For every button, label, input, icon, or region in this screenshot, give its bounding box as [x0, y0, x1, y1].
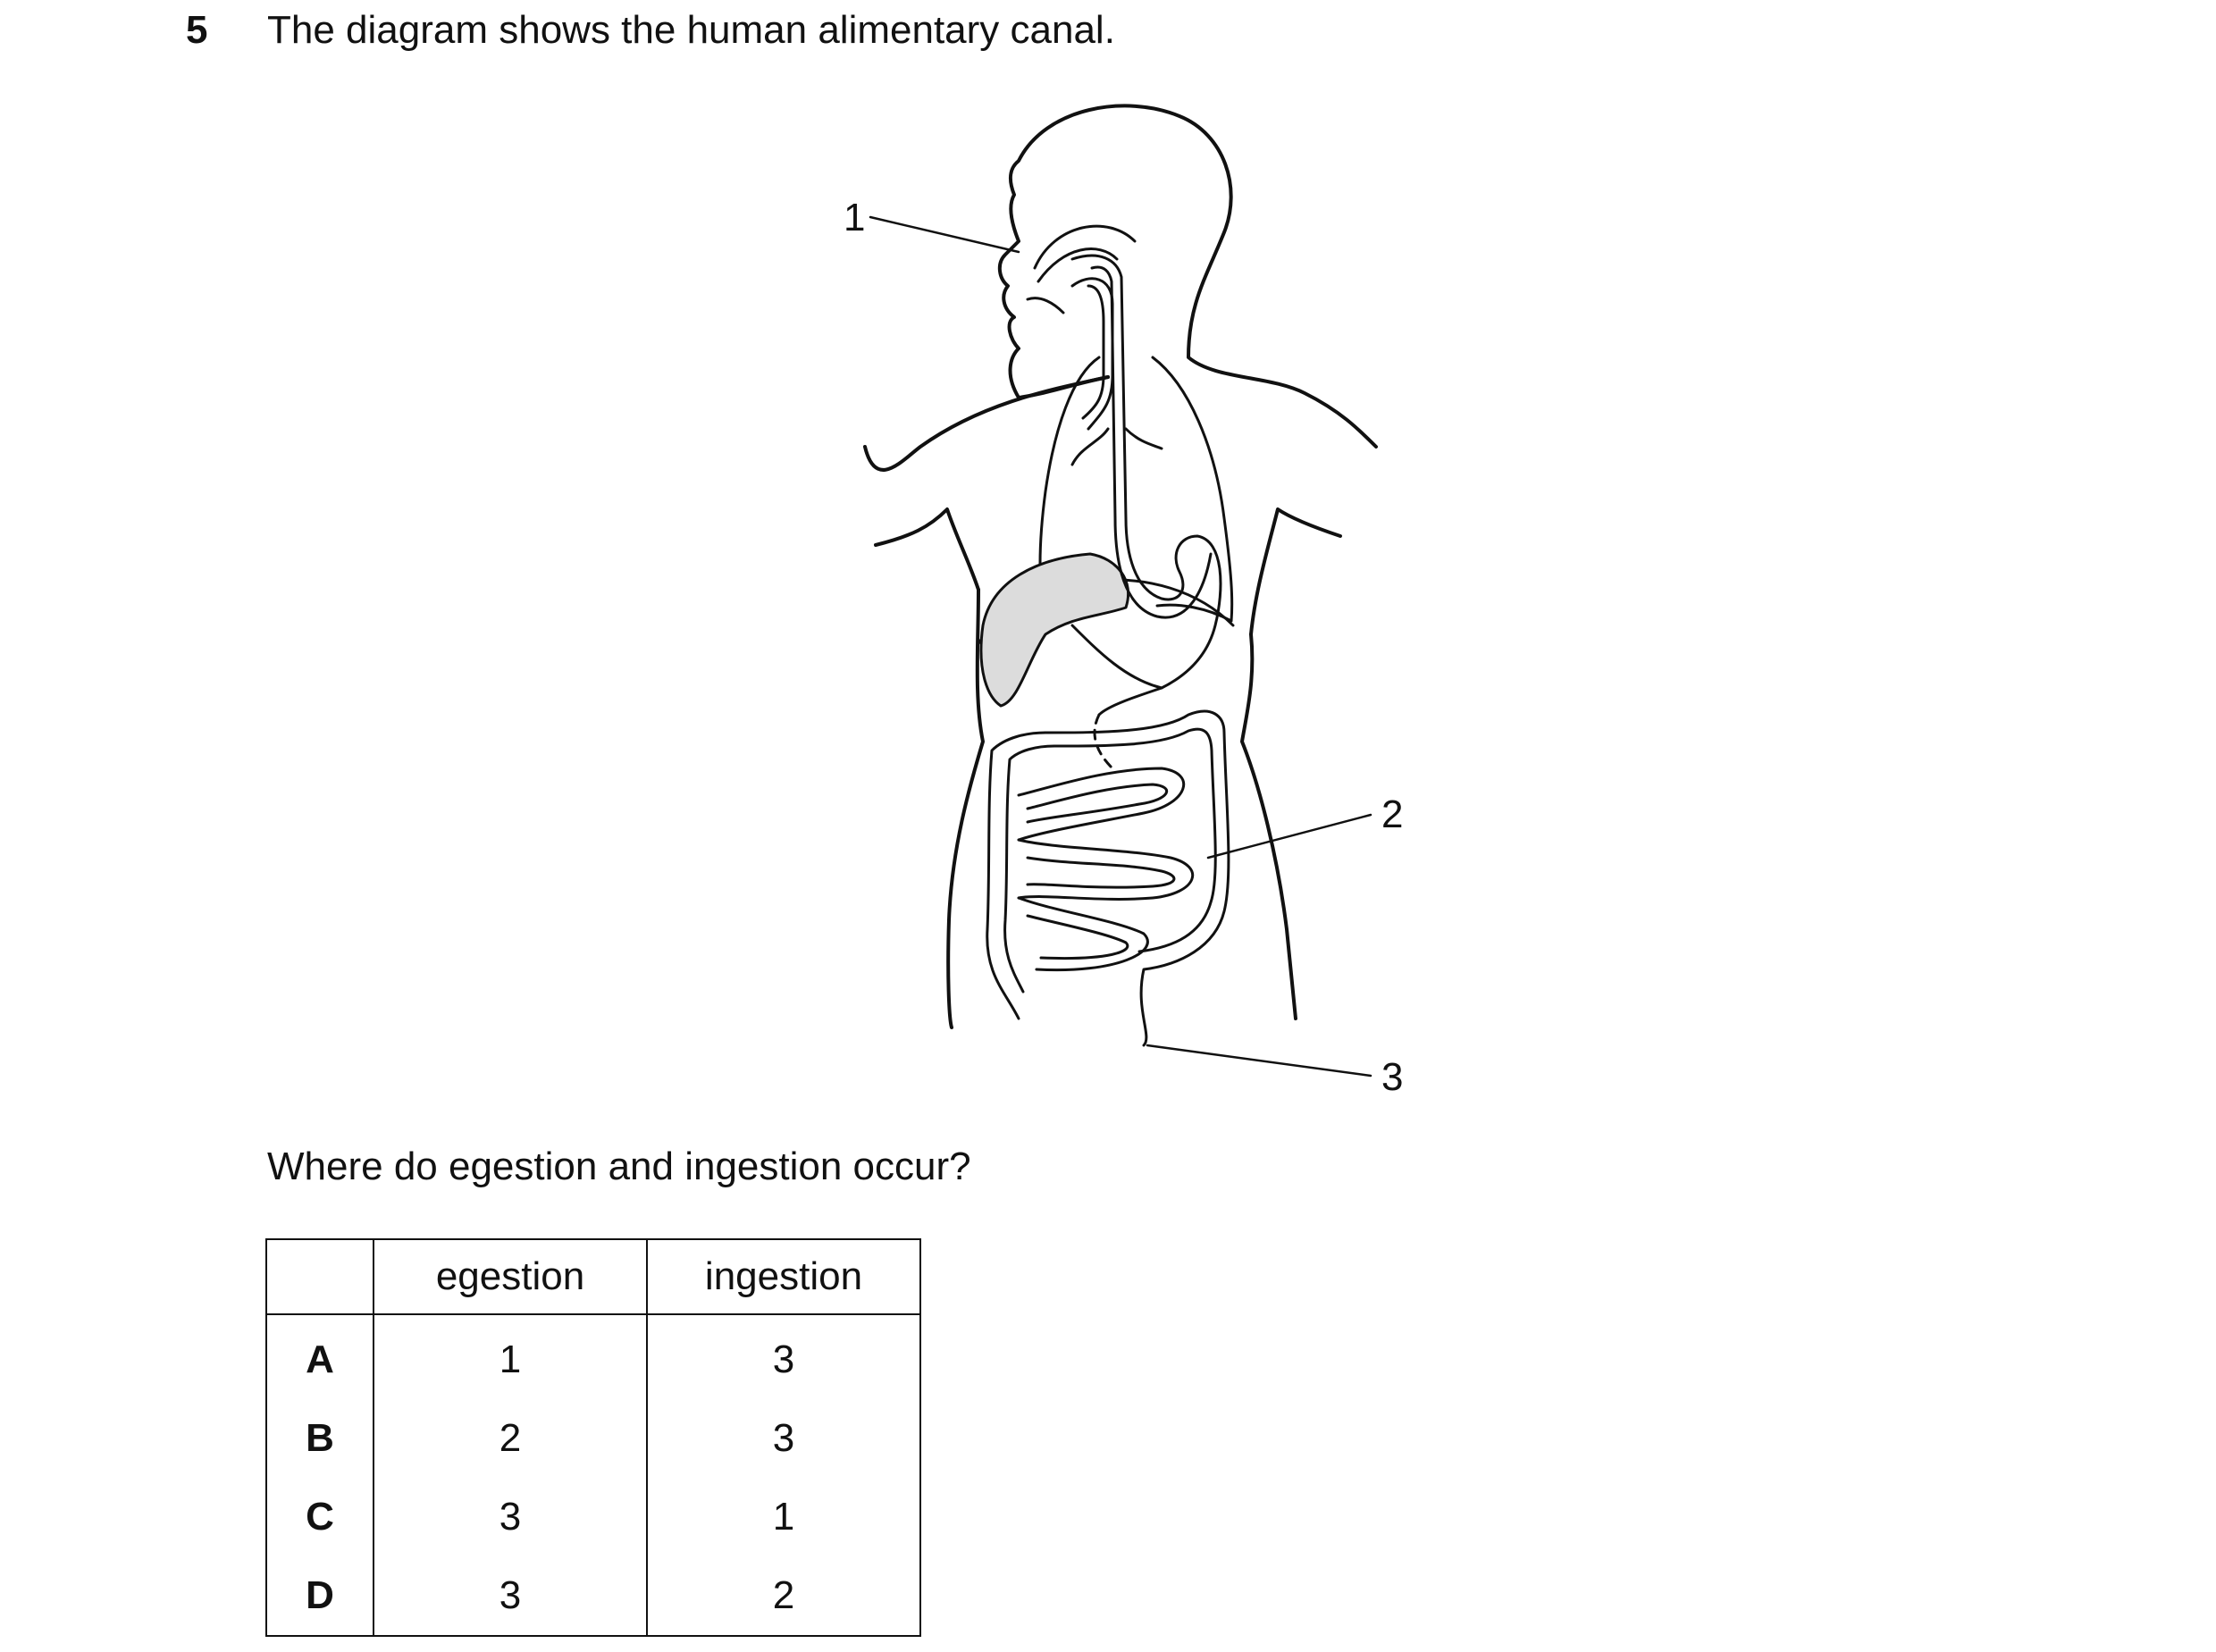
- option-letter: D: [266, 1556, 374, 1636]
- option-letter: A: [266, 1314, 374, 1399]
- diagram-label-2: 2: [1381, 792, 1404, 836]
- table-header-egestion: egestion: [374, 1239, 647, 1314]
- diagram-label-1: 1: [844, 196, 866, 239]
- egestion-cell: 2: [374, 1399, 647, 1478]
- table-row[interactable]: [266, 1399, 920, 1478]
- answer-options-table: [265, 1238, 921, 1637]
- ingestion-cell: 1: [647, 1478, 920, 1556]
- table-row[interactable]: [266, 1478, 920, 1556]
- question-number: 5: [186, 8, 208, 52]
- question-prompt: Where do egestion and ingestion occur?: [267, 1145, 971, 1188]
- leader-lines: [870, 217, 1371, 1076]
- leader-line-3: [1147, 1045, 1371, 1076]
- egestion-cell: 1: [374, 1314, 647, 1399]
- alimentary-canal-diagram: [804, 89, 1448, 1099]
- liver: [981, 554, 1129, 706]
- table-header-ingestion: ingestion: [647, 1239, 920, 1314]
- leader-line-2: [1208, 815, 1371, 858]
- ingestion-cell: 3: [647, 1399, 920, 1478]
- small-intestine: [1019, 715, 1193, 970]
- egestion-cell: 3: [374, 1478, 647, 1556]
- table-header-blank: [266, 1239, 374, 1314]
- leader-line-1: [870, 217, 1019, 252]
- egestion-cell: 3: [374, 1556, 647, 1636]
- ingestion-cell: 3: [647, 1314, 920, 1399]
- diagram-label-3: 3: [1381, 1055, 1404, 1099]
- ingestion-cell: 2: [647, 1556, 920, 1636]
- table-row[interactable]: [266, 1314, 920, 1399]
- table-header-row: [266, 1239, 920, 1314]
- option-letter: C: [266, 1478, 374, 1556]
- question-stem: The diagram shows the human alimentary canal.: [267, 8, 1115, 52]
- option-letter: B: [266, 1399, 374, 1478]
- table-row[interactable]: [266, 1556, 920, 1636]
